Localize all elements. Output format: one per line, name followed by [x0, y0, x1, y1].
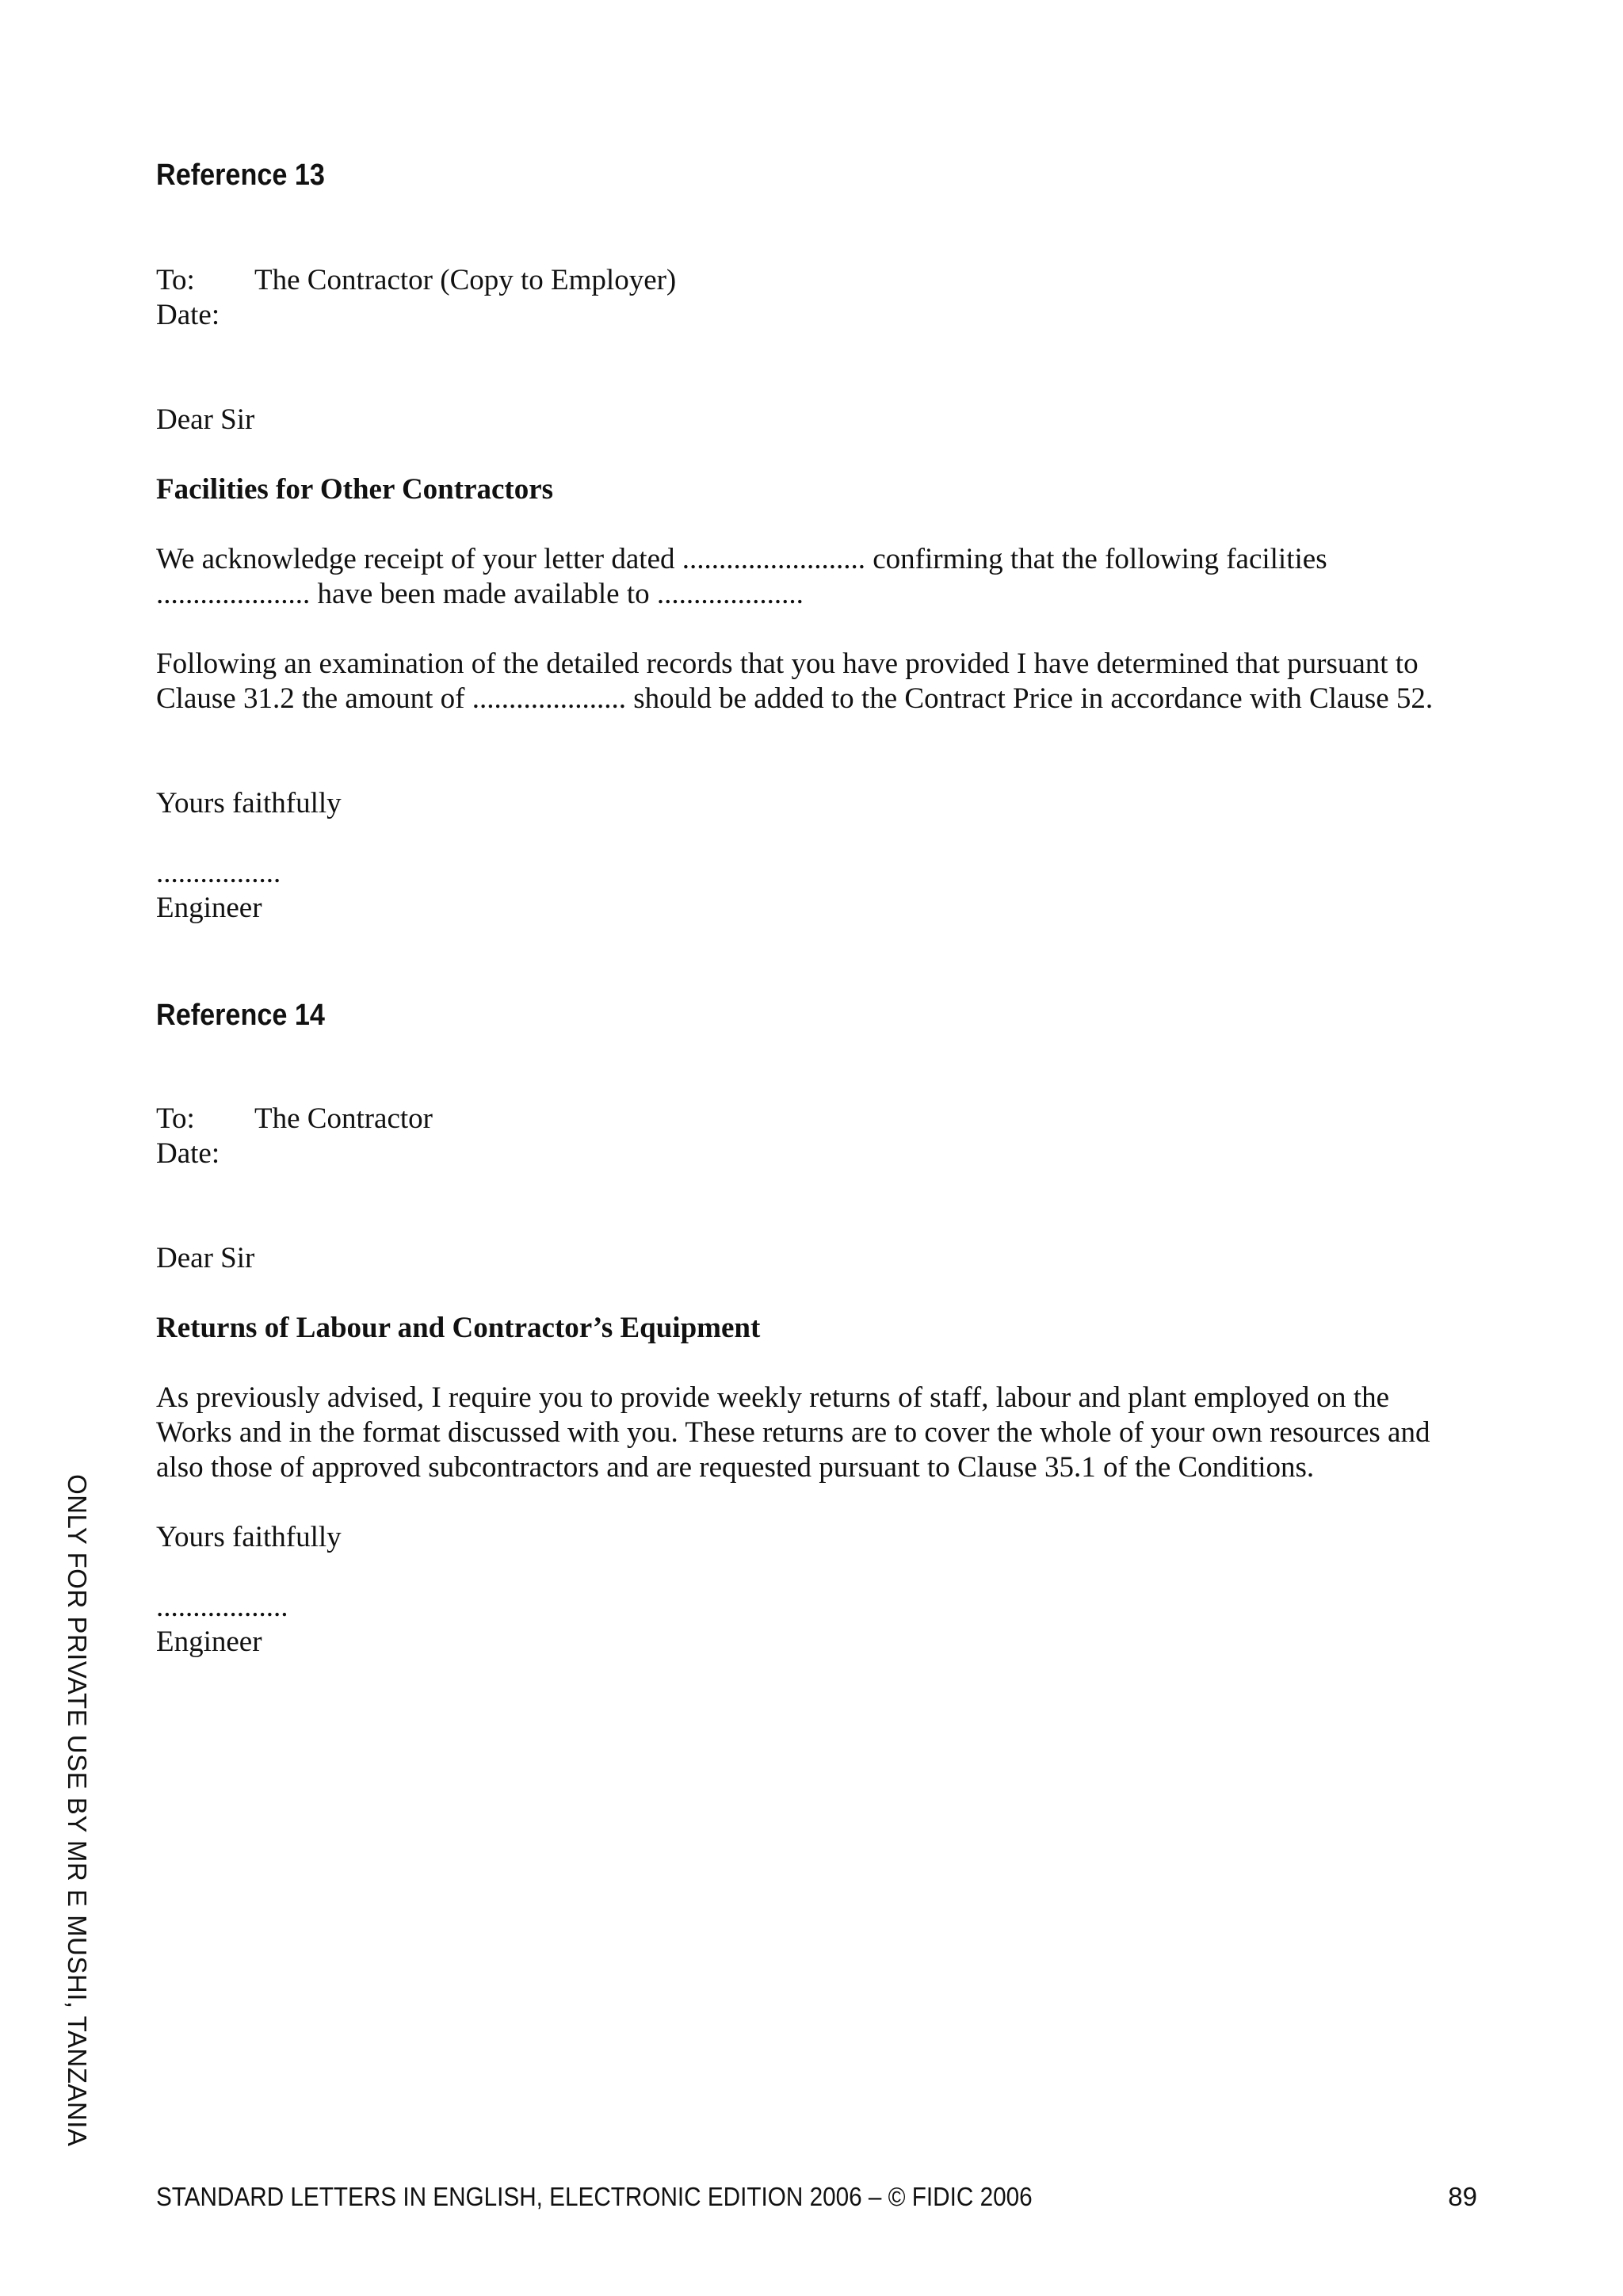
signature-line: ..................: [156, 1591, 288, 1623]
paragraph-line: We acknowledge receipt of your letter dated ......................... confirming that the following facilities: [156, 543, 1327, 575]
reference-14-heading: [156, 997, 1519, 1033]
reference-14-salutation: [156, 1241, 1519, 1276]
signatory: Engineer: [156, 892, 262, 924]
signature-line: .................: [156, 857, 281, 889]
to-label: To:: [156, 264, 195, 296]
reference-14-paragraph-1: [156, 1381, 1519, 1485]
reference-14-closing: [156, 1520, 1519, 1555]
private-use-watermark: ONLY FOR PRIVATE USE BY MR E MUSHI, TANZANIA: [63, 1474, 92, 2147]
date-label: Date:: [156, 1137, 220, 1170]
to-label: To:: [156, 1102, 195, 1135]
reference-14-address: [156, 1102, 1519, 1171]
footer-edition-text: STANDARD LETTERS IN ENGLISH, ELECTRONIC EDITION 2006 – © FIDIC 2006: [156, 2182, 1033, 2211]
paragraph-line: Clause 31.2 the amount of ..................... should be added to the Contract Price in accordance with Clause 52.: [156, 682, 1434, 715]
paragraph-line: Works and in the format discussed with you. These returns are to cover the whole of your own resources and: [156, 1416, 1430, 1449]
closing: Yours faithfully: [156, 1521, 342, 1553]
reference-13-closing: [156, 786, 1519, 821]
reference-13-heading: [156, 157, 1519, 193]
paragraph-line: ..................... have been made available to ....................: [156, 578, 804, 610]
paragraph-line: As previously advised, I require you to provide weekly returns of staff, labour and plant employed on the: [156, 1381, 1390, 1414]
paragraph-line: Following an examination of the detailed records that you have provided I have determined that pursuant to: [156, 648, 1419, 680]
date-label: Date:: [156, 299, 220, 331]
letter-subject: Returns of Labour and Contractor’s Equipment: [156, 1312, 761, 1344]
reference-14-signature: [156, 1590, 1519, 1660]
signatory: Engineer: [156, 1626, 262, 1658]
salutation: Dear Sir: [156, 403, 255, 436]
letter-subject: Facilities for Other Contractors: [156, 473, 554, 506]
closing: Yours faithfully: [156, 787, 342, 819]
to-value: The Contractor (Copy to Employer): [254, 264, 677, 296]
reference-13-paragraph-2: [156, 647, 1519, 716]
reference-13-signature: [156, 856, 1519, 926]
reference-title: Reference 13: [156, 159, 325, 192]
reference-13-paragraph-1: [156, 542, 1519, 612]
reference-14-subject: [156, 1311, 1519, 1346]
page-number: 89: [1448, 2182, 1477, 2211]
reference-title: Reference 14: [156, 999, 325, 1032]
reference-13-address: [156, 263, 1519, 333]
reference-13-salutation: [156, 403, 1519, 437]
reference-13-subject: [156, 472, 1519, 507]
salutation: Dear Sir: [156, 1242, 255, 1274]
paragraph-line: also those of approved subcontractors and are requested pursuant to Clause 35.1 of the Conditions.: [156, 1451, 1315, 1484]
to-value: The Contractor: [254, 1102, 433, 1135]
